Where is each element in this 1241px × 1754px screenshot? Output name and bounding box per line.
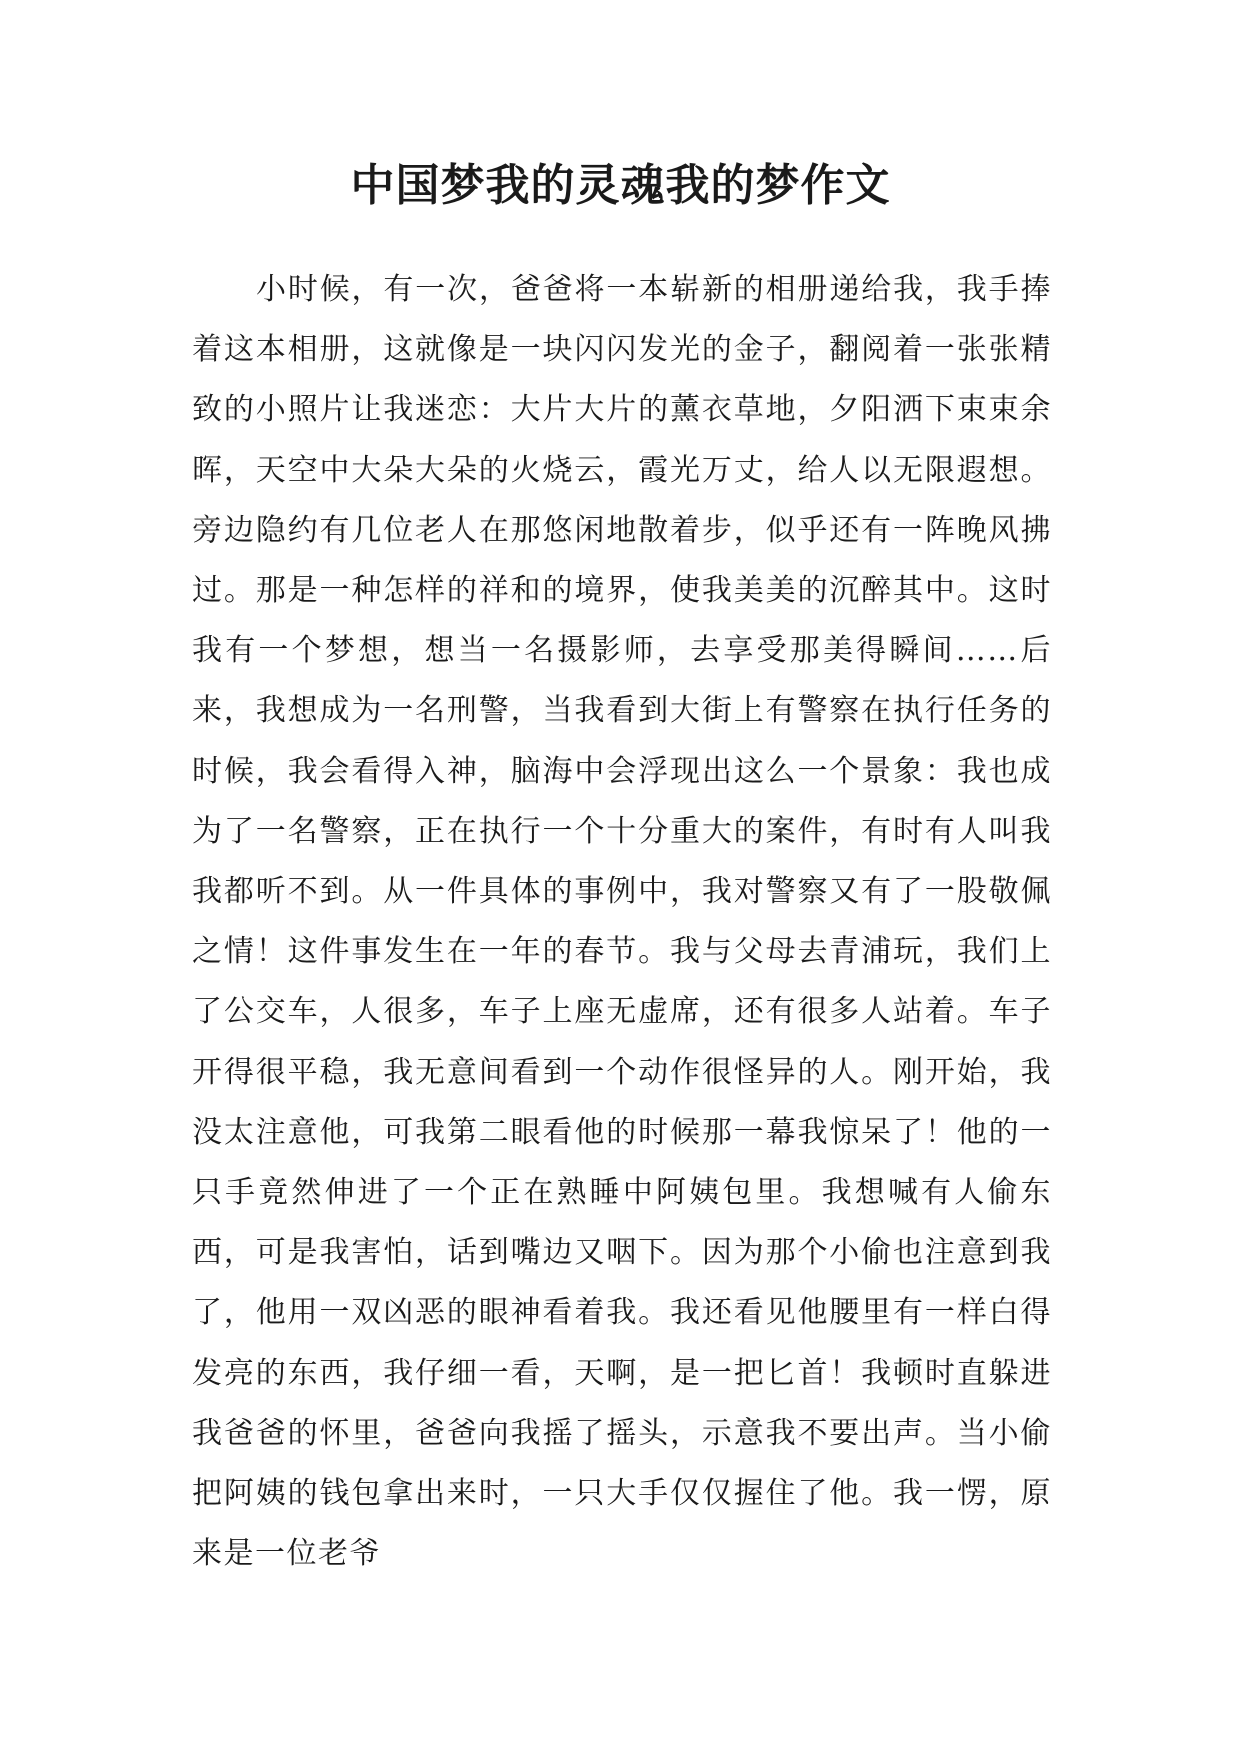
- document-title: 中国梦我的灵魂我的梦作文: [350, 160, 891, 211]
- essay-paragraph: 小时候，有一次，爸爸将一本崭新的相册递给我，我手捧着这本相册，这就像是一块闪闪发光的金子，翻阅着一张张精致的小照片让我迷恋：大片大片的薰衣草地，夕阳洒下束束余晖，天空中大朵大朵的火烧云，霞光万丈，给人以无限遐想。旁边隐约有几位老人在那悠闲地散着步，似乎还有一阵晚风拂过。那是一种怎样的祥和的境界，使我美美的沉醉其中。这时我有一个梦想，想当一名摄影师，去享受那美得瞬间……后来，我想成为一名刑警，当我看到大街上有警察在执行任务的时候，我会看得入神，脑海中会浮现出这么一个景象：我也成为了一名警察，正在执行一个十分重大的案件，有时有人叫我我都听不到。从一件具体的事例中，我对警察又有了一股敬佩之情！这件事发生在一年的春节。我与父母去青浦玩，我们上了公交车，人很多，车子上座无虚席，还有很多人站着。车子开得很平稳，我无意间看到一个动作很怪异的人。刚开始，我没太注意他，可我第二眼看他的时候那一幕我惊呆了！他的一只手竟然伸进了一个正在熟睡中阿姨包里。我想喊有人偷东西，可是我害怕，话到嘴边又咽下。因为那个小偷也注意到我了，他用一双凶恶的眼神看着我。我还看见他腰里有一样白得发亮的东西，我仔细一看，天啊，是一把匕首！我顿时直躲进我爸爸的怀里，爸爸向我摇了摇头，示意我不要出声。当小偷把阿姨的钱包拿出来时，一只大手仅仅握住了他。我一愣，原来是一位老爷: [192, 272, 1052, 1572]
